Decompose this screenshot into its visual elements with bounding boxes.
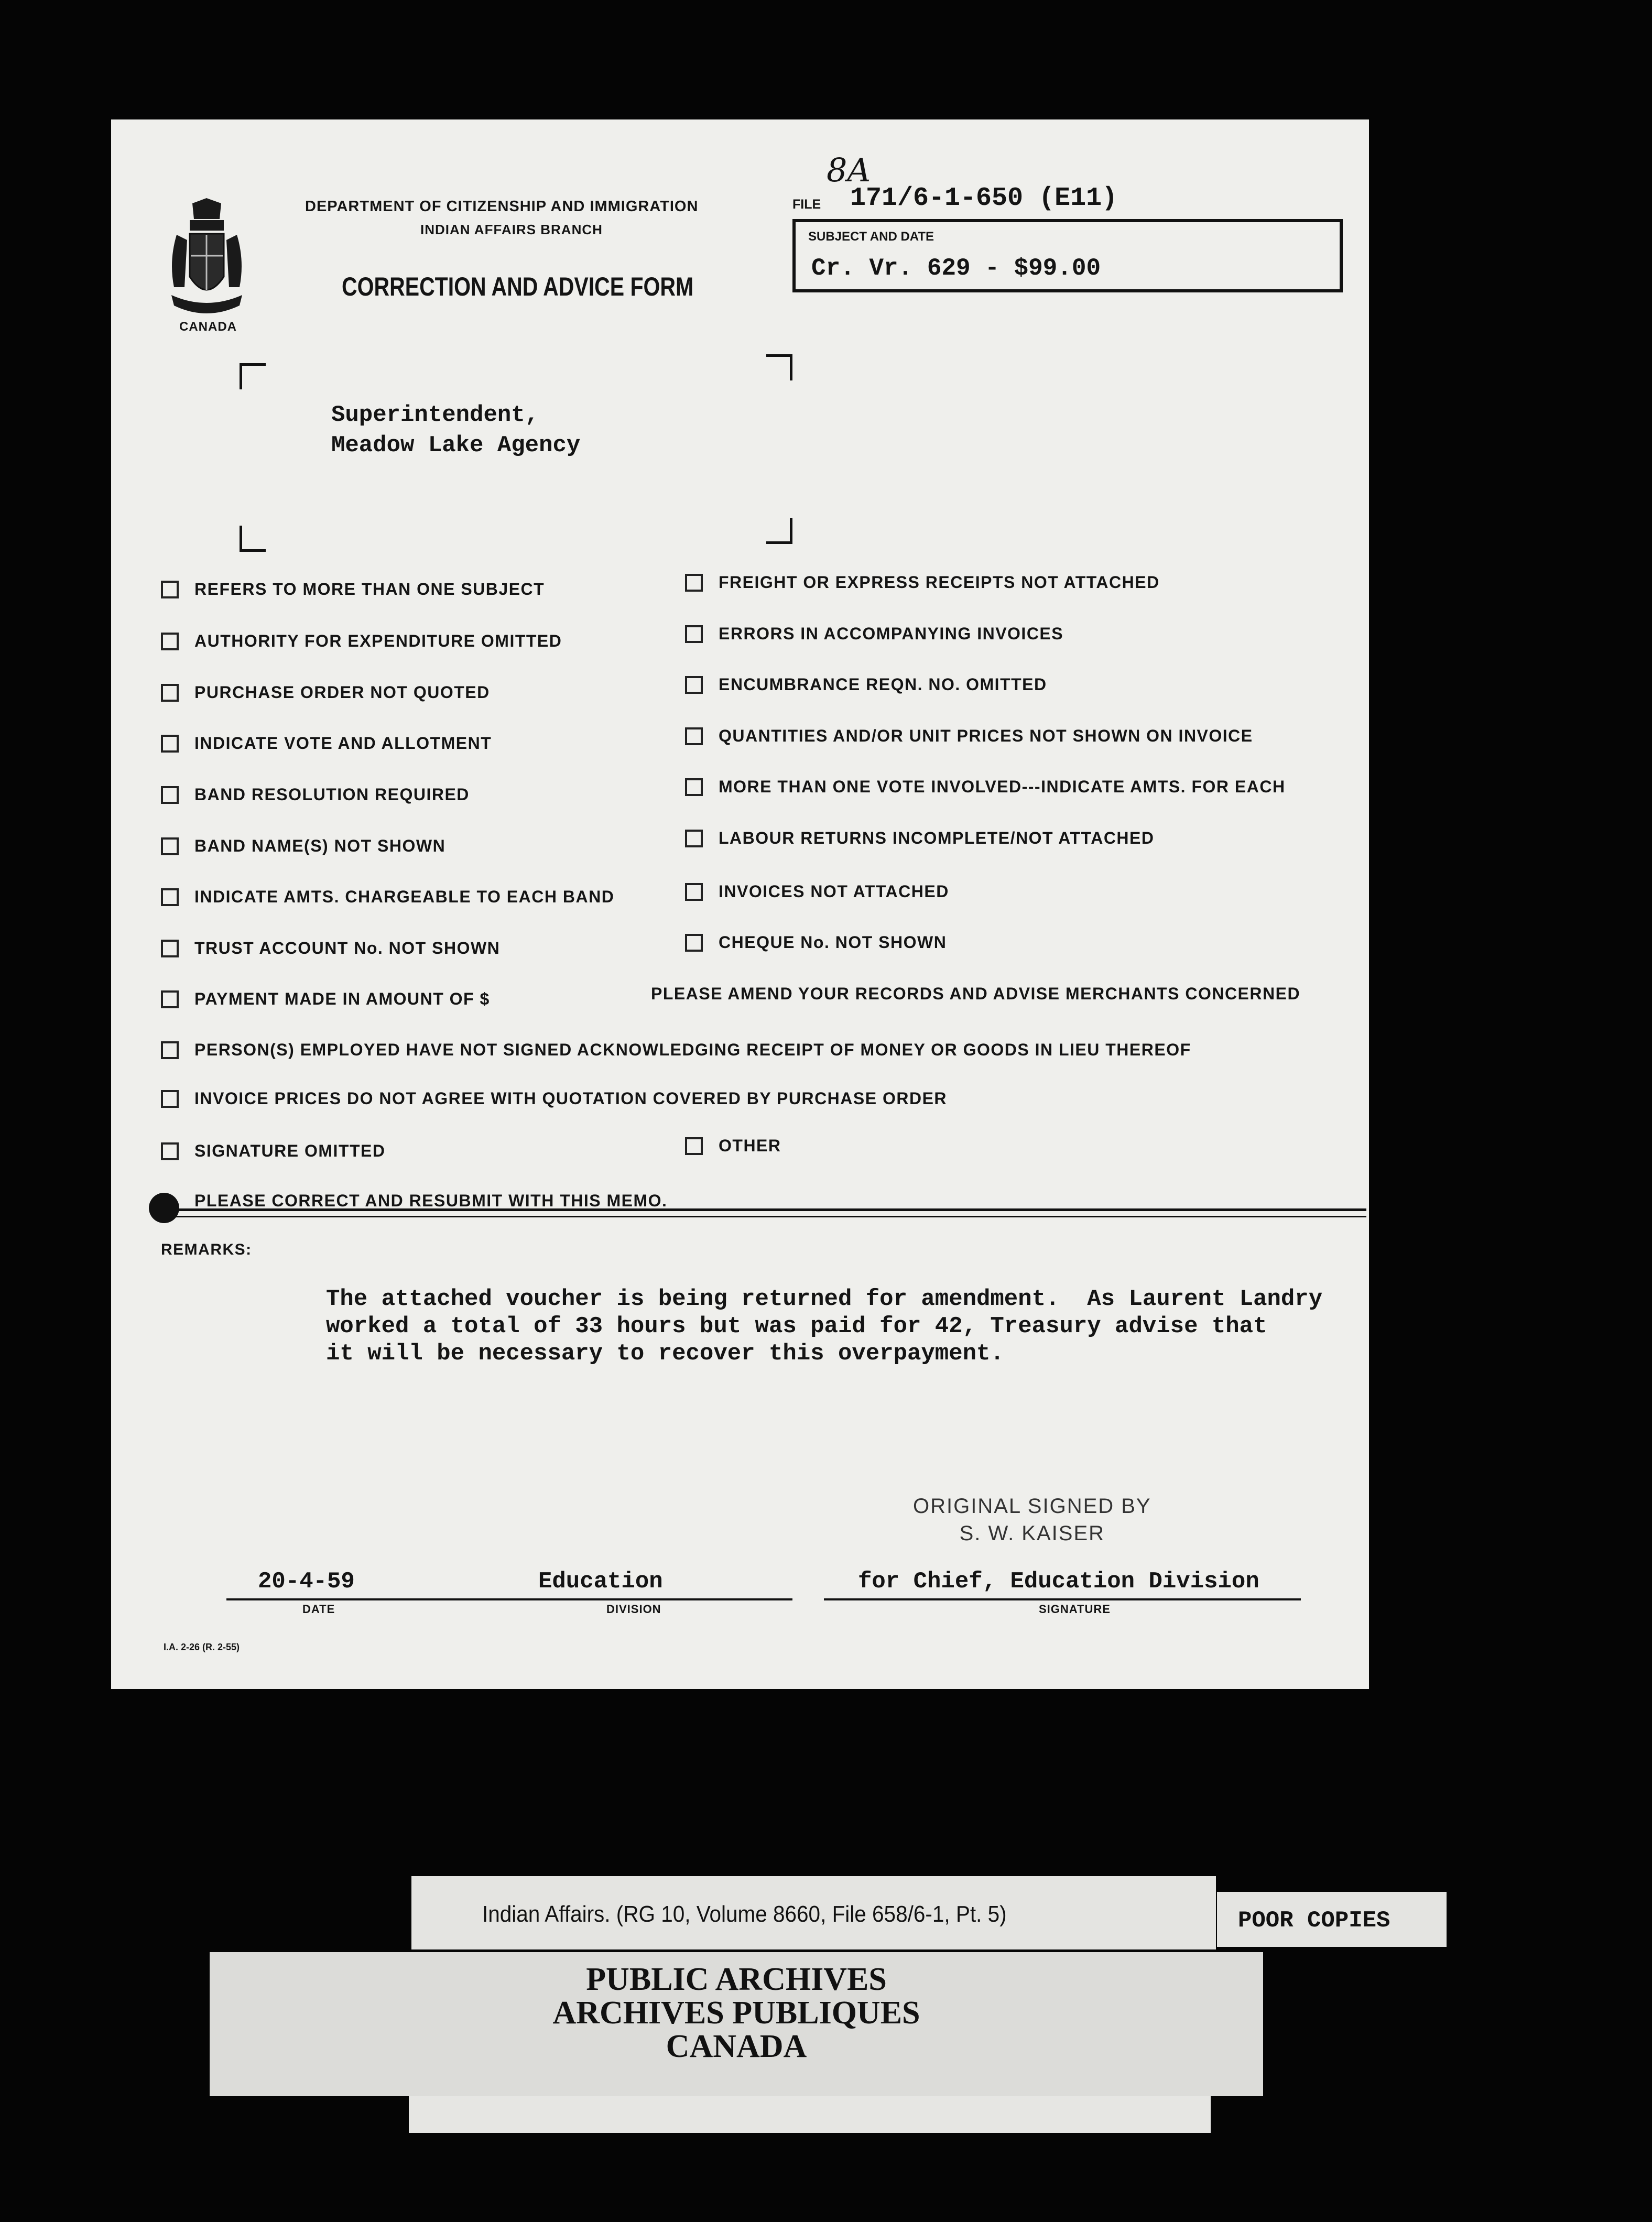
amend-records-note: PLEASE AMEND YOUR RECORDS AND ADVISE MERCHANTS CONCERNED (651, 984, 1301, 1003)
remarks-label: REMARKS: (161, 1241, 252, 1258)
checklist-item[interactable] (161, 939, 500, 958)
checkbox[interactable] (685, 625, 703, 643)
public-archives-strip (210, 1952, 1263, 2096)
checkbox[interactable] (161, 940, 179, 957)
checklist-label: SIGNATURE OMITTED (194, 1141, 386, 1160)
file-label: FILE (792, 197, 821, 212)
remarks-line: worked a total of 33 hours but was paid for 42, Treasury advise that (326, 1313, 1267, 1339)
checklist-label: PAYMENT MADE IN AMOUNT OF $ (194, 989, 490, 1008)
address-corner-top-right (766, 354, 792, 380)
remarks-line: The attached voucher is being returned for amendment. As Laurent Landry (326, 1286, 1323, 1312)
checkbox[interactable] (685, 934, 703, 952)
checklist-item[interactable] (161, 887, 614, 907)
division-label: DIVISION (606, 1603, 661, 1616)
checkbox[interactable] (685, 727, 703, 745)
checklist-label: REFERS TO MORE THAN ONE SUBJECT (194, 580, 545, 598)
checklist-item[interactable] (161, 683, 490, 702)
checklist-label: ERRORS IN ACCOMPANYING INVOICES (719, 624, 1064, 643)
canada-coat-of-arms-icon (161, 198, 253, 329)
archives-line-fr: ARCHIVES PUBLIQUES (552, 1995, 920, 2031)
checklist-item[interactable] (685, 829, 1154, 848)
checklist-item[interactable] (685, 933, 947, 952)
checklist-label: PURCHASE ORDER NOT QUOTED (194, 683, 490, 702)
archives-line-en: PUBLIC ARCHIVES (586, 1962, 887, 1997)
checklist-label: INVOICE PRICES DO NOT AGREE WITH QUOTATION COVERED BY PURCHASE ORDER (194, 1089, 948, 1108)
branch-name: INDIAN AFFAIRS BRANCH (420, 222, 603, 237)
checklist-label: BAND RESOLUTION REQUIRED (194, 785, 470, 804)
addressee (331, 400, 580, 461)
handwritten-mark: 8A (827, 151, 871, 189)
archives-stamp (210, 1963, 1263, 2063)
archive-reference: Indian Affairs. (RG 10, Volume 8660, File 658/6-1, Pt. 5) (482, 1901, 1007, 1927)
checklist-item[interactable] (685, 675, 1047, 694)
checkbox[interactable] (685, 1137, 703, 1155)
checkbox[interactable] (161, 735, 179, 753)
checkbox[interactable] (685, 778, 703, 796)
subject-value: Cr. Vr. 629 - $99.00 (811, 255, 1101, 282)
checklist-label: LABOUR RETURNS INCOMPLETE/NOT ATTACHED (719, 829, 1155, 847)
checklist-label: PLEASE CORRECT AND RESUBMIT WITH THIS MEMO. (194, 1191, 668, 1210)
subject-label: SUBJECT AND DATE (808, 230, 934, 244)
signature-value: for Chief, Education Division (858, 1569, 1259, 1595)
checklist-label: INVOICES NOT ATTACHED (719, 882, 949, 901)
checklist-item[interactable] (161, 631, 562, 651)
poor-copies-label (1217, 1892, 1447, 1947)
checklist-label: OTHER (719, 1136, 781, 1155)
file-number: 171/6-1-650 (E11) (850, 183, 1118, 213)
archive-strip-edge (409, 2096, 1211, 2133)
checklist-label: AUTHORITY FOR EXPENDITURE OMITTED (194, 631, 562, 650)
signature-line (824, 1598, 1301, 1600)
addressee-title: Superintendent, (331, 402, 539, 428)
address-corner-bottom-right (766, 518, 792, 544)
remarks-text (326, 1286, 1322, 1367)
checklist-item[interactable] (161, 1141, 385, 1161)
subject-and-date-box (792, 219, 1343, 292)
signature-label: SIGNATURE (1039, 1603, 1111, 1616)
checkbox[interactable] (161, 888, 179, 906)
checklist-label: ENCUMBRANCE REQN. NO. OMITTED (719, 675, 1047, 694)
checkbox[interactable] (161, 633, 179, 650)
checklist-item[interactable] (161, 1089, 947, 1108)
stamp-signer: S. W. KAISER (959, 1522, 1105, 1545)
checkbox[interactable] (685, 574, 703, 592)
department-name: DEPARTMENT OF CITIZENSHIP AND IMMIGRATION (305, 198, 699, 215)
checkbox[interactable] (161, 1041, 179, 1059)
checklist-label: INDICATE VOTE AND ALLOTMENT (194, 734, 492, 753)
checkbox[interactable] (685, 676, 703, 694)
checklist-item[interactable] (685, 624, 1063, 644)
divider-line (161, 1216, 1366, 1217)
checkbox[interactable] (161, 1090, 179, 1108)
checklist-label: INDICATE AMTS. CHARGEABLE TO EACH BAND (194, 887, 615, 906)
division-value: Education (538, 1569, 663, 1595)
checkbox[interactable] (685, 883, 703, 901)
checklist-label: PERSON(S) EMPLOYED HAVE NOT SIGNED ACKNOWLEDGING RECEIPT OF MONEY OR GOODS IN LIEU THEREOF (194, 1040, 1191, 1059)
divider-line (161, 1208, 1366, 1211)
form-number: I.A. 2-26 (R. 2-55) (164, 1642, 240, 1652)
checklist-label: FREIGHT OR EXPRESS RECEIPTS NOT ATTACHED (719, 573, 1160, 592)
checklist-label: TRUST ACCOUNT No. NOT SHOWN (194, 939, 501, 957)
checklist-item[interactable] (161, 989, 490, 1009)
poor-copies-text: POOR COPIES (1238, 1908, 1390, 1934)
checkbox[interactable] (685, 830, 703, 847)
address-corner-top-left (240, 363, 266, 389)
checklist-label: MORE THAN ONE VOTE INVOLVED---INDICATE AMTS. FOR EACH (719, 777, 1286, 796)
checklist-item[interactable] (161, 734, 492, 753)
checklist-item[interactable] (161, 785, 470, 804)
checklist-item[interactable] (685, 882, 949, 901)
checklist-item[interactable] (161, 580, 545, 599)
checklist-label: QUANTITIES AND/OR UNIT PRICES NOT SHOWN ON INVOICE (719, 726, 1253, 745)
checklist-item[interactable] (685, 573, 1160, 592)
checkbox[interactable] (161, 786, 179, 804)
date-value: 20-4-59 (258, 1569, 355, 1595)
checkbox[interactable] (161, 1142, 179, 1160)
addressee-agency: Meadow Lake Agency (331, 432, 581, 459)
form-title: CORRECTION AND ADVICE FORM (342, 272, 694, 301)
division-line (488, 1598, 792, 1600)
archives-line-country: CANADA (666, 2029, 807, 2064)
checklist-label: BAND NAME(S) NOT SHOWN (194, 836, 446, 855)
checkbox[interactable] (161, 990, 179, 1008)
crest-label: CANADA (179, 320, 237, 334)
original-signed-stamp (913, 1493, 1151, 1547)
correction-advice-form (111, 119, 1369, 1689)
remarks-line: it will be necessary to recover this overpayment. (326, 1341, 1004, 1367)
checklist-item[interactable] (161, 836, 445, 856)
checklist-item[interactable] (685, 1136, 781, 1156)
stamp-line: ORIGINAL SIGNED BY (913, 1495, 1151, 1518)
checkbox[interactable] (161, 837, 179, 855)
checklist-item[interactable] (685, 726, 1253, 746)
archive-reference-strip (411, 1876, 1216, 1949)
checkbox[interactable] (161, 581, 179, 598)
checkbox[interactable] (161, 684, 179, 702)
address-corner-bottom-left (240, 526, 266, 552)
checklist-item[interactable] (161, 1040, 1191, 1060)
date-label: DATE (302, 1603, 335, 1616)
checklist-item-resubmit[interactable] (161, 1191, 667, 1211)
checklist-label: CHEQUE No. NOT SHOWN (719, 933, 947, 952)
checklist-item[interactable] (685, 777, 1286, 797)
